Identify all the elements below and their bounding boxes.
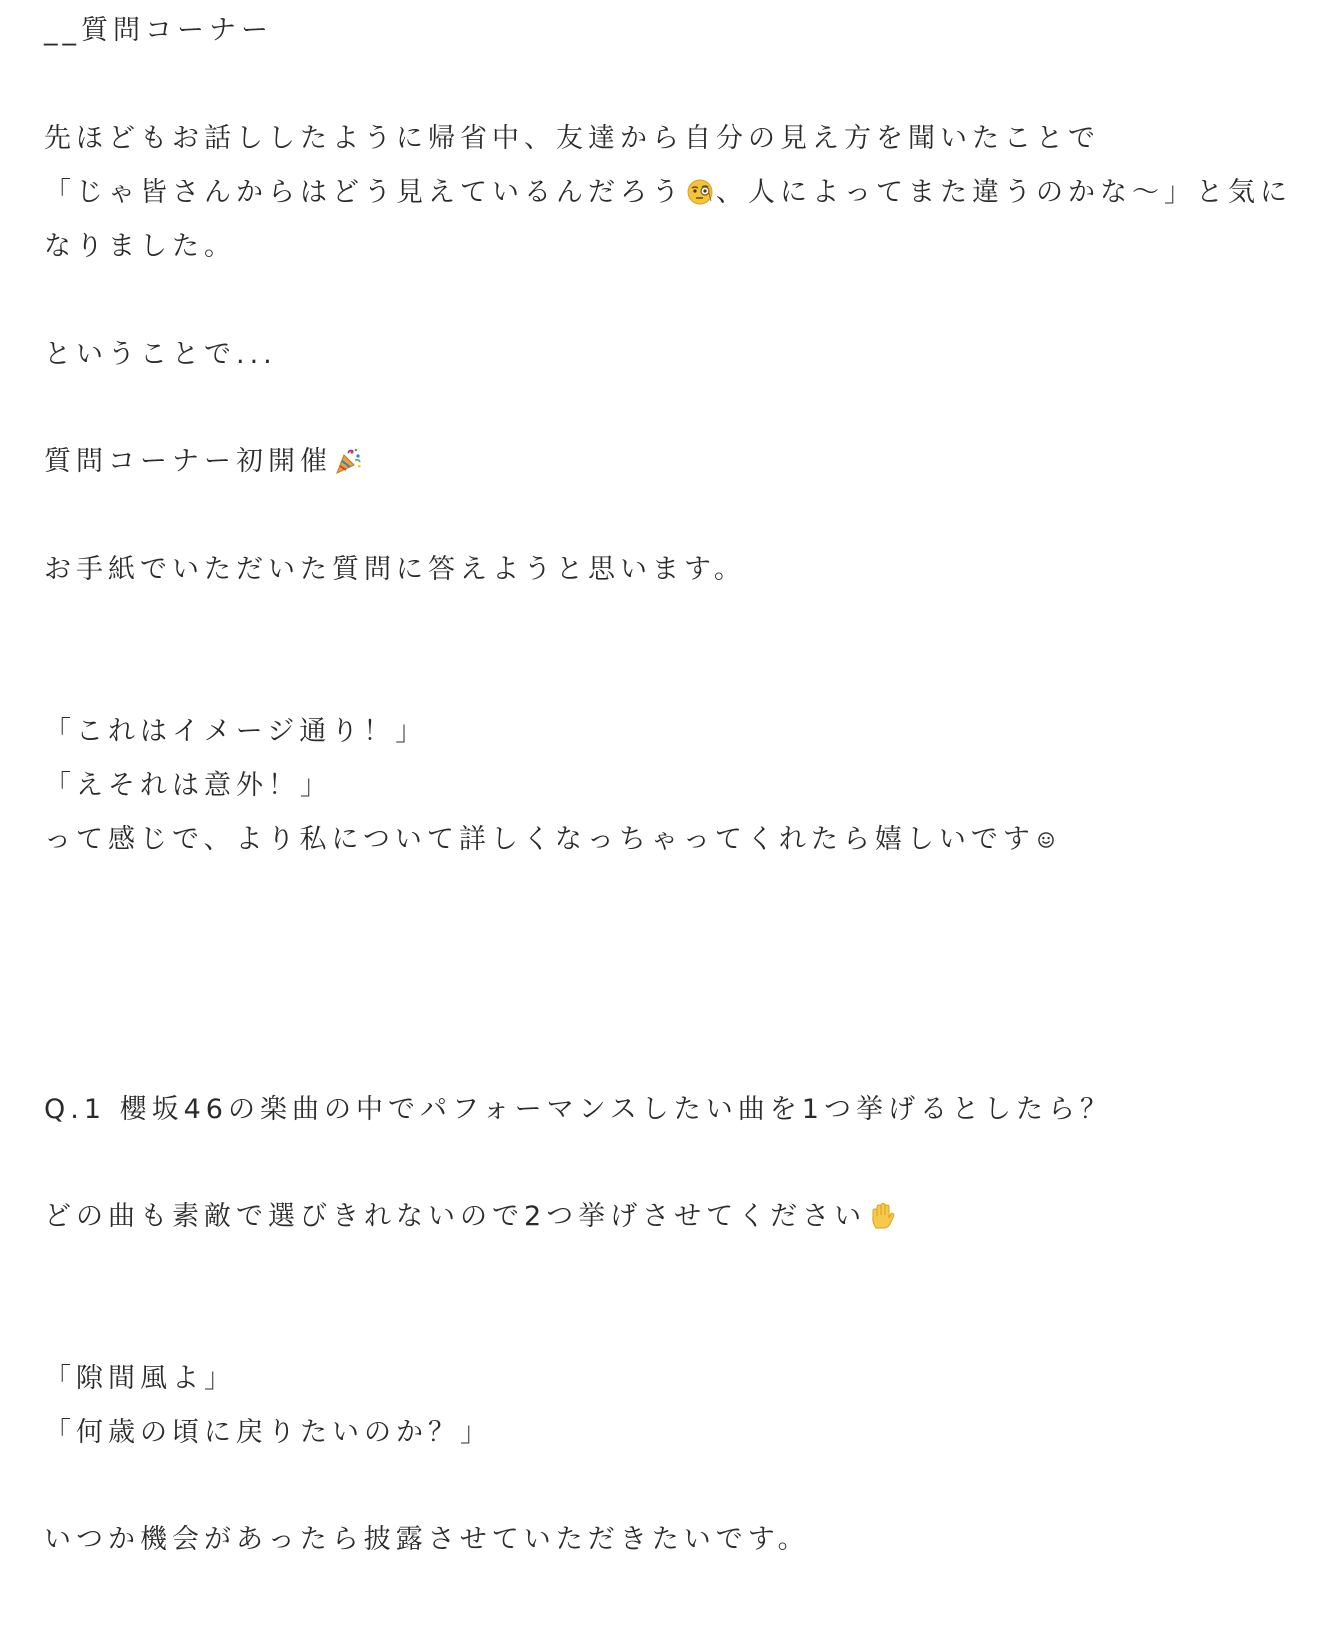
intro-line-2-start: 「じゃ皆さんからはどう見えているんだろう: [44, 177, 684, 208]
intro-line-1: 先ほどもお話ししたように帰省中、友達から自分の見え方を聞いたことで: [44, 123, 1100, 154]
section-heading: __質問コーナー: [44, 15, 273, 46]
answer-1: [44, 1199, 898, 1235]
smiling-face-icon: [1037, 831, 1055, 849]
song-2: 「何歳の頃に戻りたいのか？」: [44, 1417, 492, 1448]
reaction-line-2: 「えそれは意外！」: [44, 770, 332, 801]
reaction-line-1: 「これはイメージ通り！」: [44, 716, 428, 747]
hope-text: って感じで、より私について詳しくなっちゃってくれたら嬉しいです: [44, 824, 1035, 855]
party-popper-icon: [334, 447, 362, 475]
answer-1-text: どの曲も素敵で選びきれないので2つ挙げさせてください: [44, 1201, 867, 1232]
song-1: 「隙間風よ」: [44, 1363, 236, 1394]
raised-hand-icon: [868, 1202, 896, 1230]
transition-text: ということで...: [44, 339, 277, 370]
answer-intro: お手紙でいただいた質問に答えようと思います。: [44, 554, 746, 585]
hope-line: [44, 822, 1057, 858]
monocle-face-icon: [686, 178, 714, 206]
intro-line-2-end: 、人によってまた違うのかな〜」と気に: [716, 177, 1292, 208]
intro-line-3: なりました。: [44, 231, 236, 262]
announcement: [44, 444, 364, 480]
intro-line-2: [44, 175, 1292, 211]
closing-line: いつか機会があったら披露させていただきたいです。: [44, 1524, 810, 1555]
question-1: Q.1 櫻坂46の楽曲の中でパフォーマンスしたい曲を1つ挙げるとしたら？: [44, 1094, 1112, 1125]
announcement-text: 質問コーナー初開催: [44, 446, 332, 477]
